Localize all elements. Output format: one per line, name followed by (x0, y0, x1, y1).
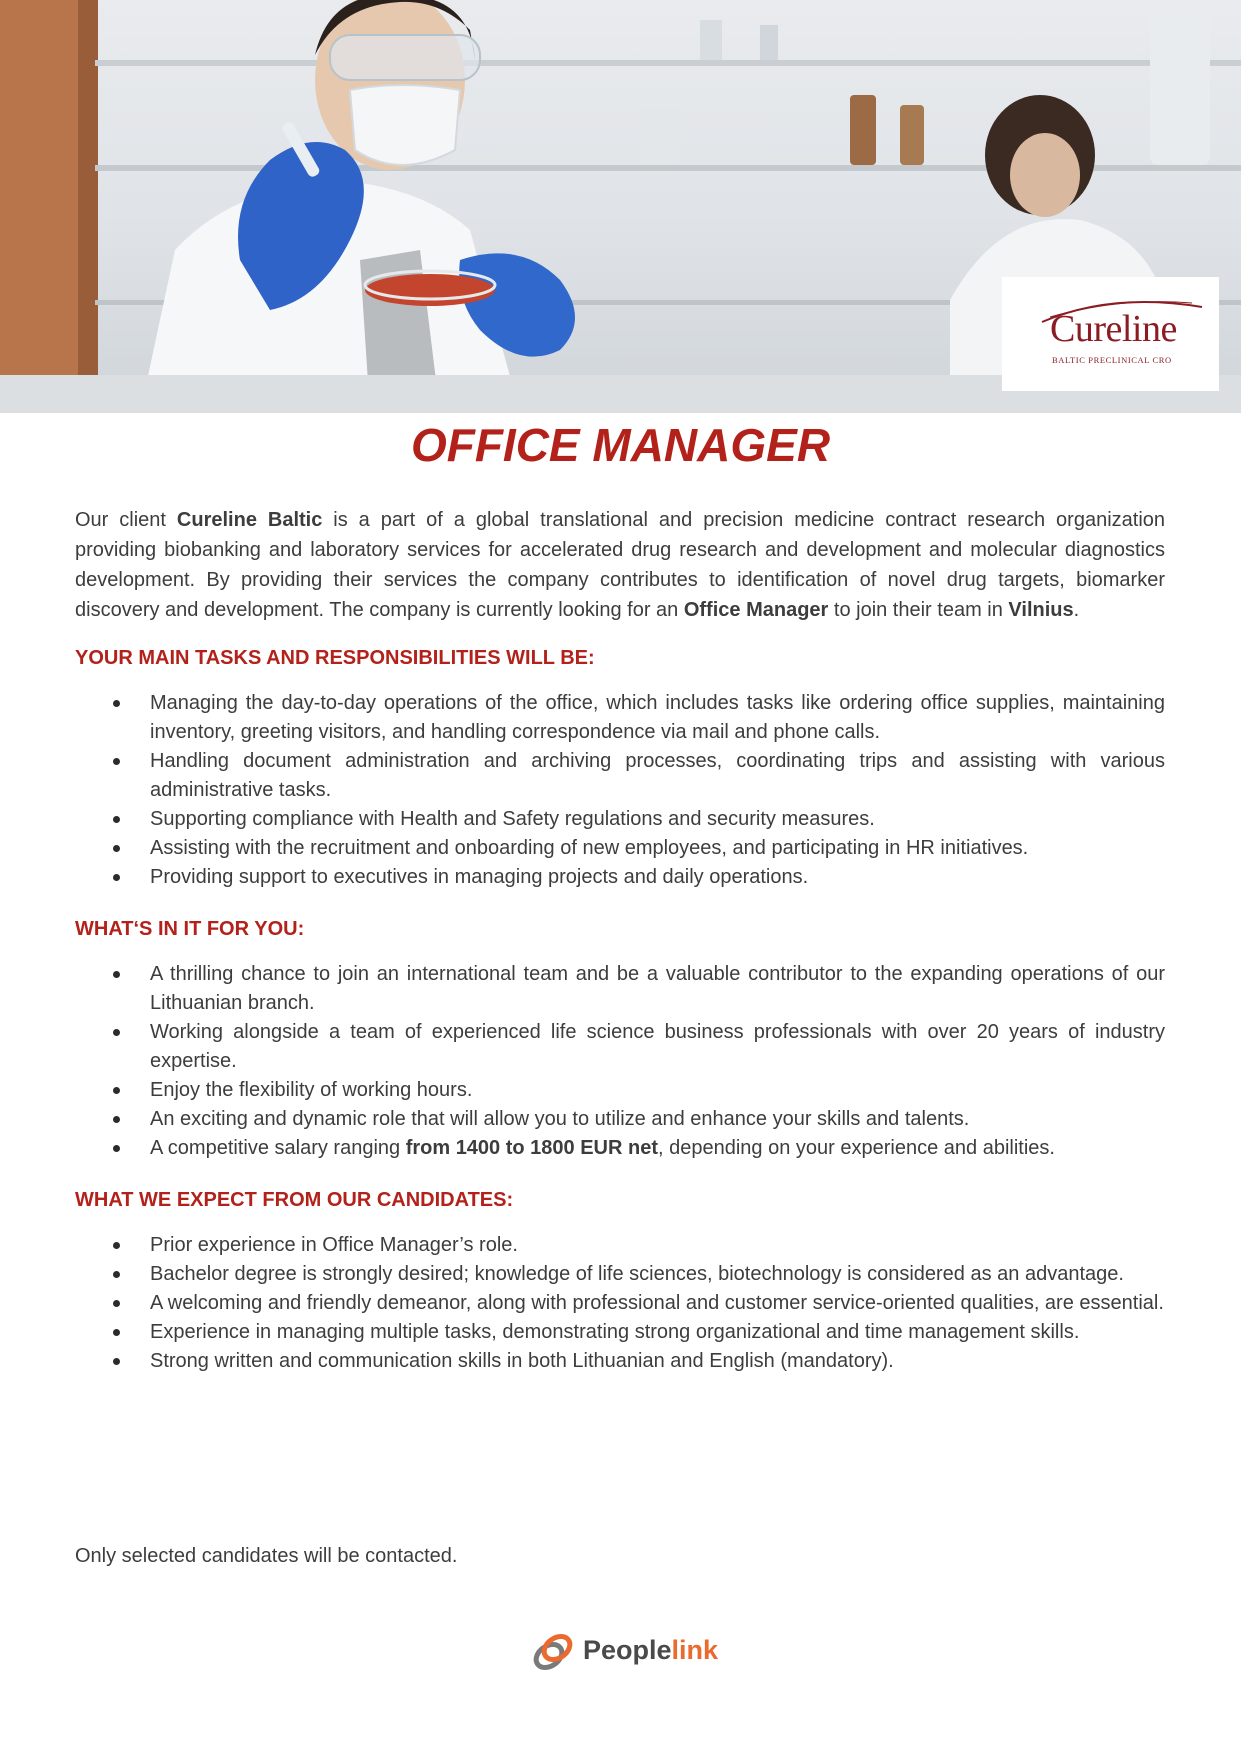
list-item-text: A welcoming and friendly demeanor, along with professional and customer service-oriented qualities, are essential. (150, 1292, 1164, 1314)
list-item (75, 1231, 1165, 1260)
expect-heading: WHAT WE EXPECT FROM OUR CANDIDATES: (75, 1189, 514, 1211)
city-name: Vilnius (1008, 599, 1074, 621)
bullet-icon (113, 1300, 120, 1307)
bullet-icon (113, 1029, 120, 1036)
peoplelink-wordmark (583, 1635, 718, 1666)
list-item-text: Supporting compliance with Health and Safety regulations and security measures. (150, 808, 875, 830)
company-name: Cureline Baltic (176, 509, 323, 531)
list-item (75, 1105, 1165, 1134)
bullet-icon (113, 1242, 120, 1249)
bullet-icon (113, 1145, 120, 1152)
salary-text-post: , depending on your experience and abilities. (658, 1137, 1055, 1159)
cureline-logo (1002, 277, 1219, 391)
intro-text-4: . (1073, 599, 1080, 621)
list-item (75, 689, 1165, 747)
logo-name: Cureline (1050, 308, 1177, 350)
list-item-text: Working alongside a team of experienced life science business professionals with over 20 years of industry expertise. (150, 1021, 1165, 1072)
list-item (75, 960, 1165, 1018)
list-item (75, 747, 1165, 805)
bullet-icon (113, 971, 120, 978)
intro-text-3: to join their team in (828, 599, 1009, 621)
offer-list (75, 960, 1165, 1163)
list-item-text: An exciting and dynamic role that will allow you to utilize and enhance your skills and talents. (150, 1108, 970, 1130)
bullet-icon (113, 1329, 120, 1336)
list-item-text: A thrilling chance to join an international team and be a valuable contributor to the expanding operations of our Lithuanian branch. (150, 963, 1165, 1014)
list-item-text: Providing support to executives in managing projects and daily operations. (150, 866, 809, 888)
list-item (75, 1076, 1165, 1105)
peoplelink-logo (525, 1628, 725, 1678)
job-description (75, 505, 1165, 1376)
salary-text-pre: A competitive salary ranging (150, 1137, 406, 1159)
list-item-text: Bachelor degree is strongly desired; knowledge of life sciences, biotechnology is considered as an advantage. (150, 1263, 1124, 1285)
list-item-text: Prior experience in Office Manager’s role. (150, 1234, 518, 1256)
peoplelink-mark-icon (525, 1628, 581, 1678)
bullet-icon (113, 758, 120, 765)
list-item (75, 1018, 1165, 1076)
list-item-text: Handling document administration and archiving processes, coordinating trips and assisting with various administrative tasks. (150, 750, 1165, 801)
bullet-icon (113, 1358, 120, 1365)
list-item-text: Assisting with the recruitment and onboarding of new employees, and participating in HR initiatives. (150, 837, 1029, 859)
list-item (75, 1318, 1165, 1347)
logo-subtitle: BALTIC PRECLINICAL CRO (1052, 355, 1172, 365)
list-item-text: Strong written and communication skills in both Lithuanian and English (mandatory). (150, 1350, 894, 1372)
list-item (75, 805, 1165, 834)
list-item-text: Managing the day-to-day operations of the office, which includes tasks like ordering office supplies, maintaining inventory, greeting visitors, and handling correspondence via mail and phone calls. (150, 692, 1165, 743)
bullet-icon (113, 816, 120, 823)
brand-main: People (583, 1635, 672, 1665)
list-item-text: Enjoy the flexibility of working hours. (150, 1079, 473, 1101)
list-item-salary (75, 1134, 1165, 1163)
bullet-icon (113, 700, 120, 707)
brand-accent: link (671, 1635, 719, 1665)
list-item-text: Experience in managing multiple tasks, demonstrating strong organizational and time management skills. (150, 1321, 1080, 1343)
bullet-icon (113, 874, 120, 881)
salary-range: from 1400 to 1800 EUR net (405, 1137, 659, 1159)
bullet-icon (113, 845, 120, 852)
list-item (75, 1347, 1165, 1376)
expect-list (75, 1231, 1165, 1376)
list-item (75, 1289, 1165, 1318)
hero-image (0, 0, 1241, 413)
tasks-list (75, 689, 1165, 892)
offer-heading: WHAT‘S IN IT FOR YOU: (75, 918, 305, 940)
list-item (75, 834, 1165, 863)
bullet-icon (113, 1116, 120, 1123)
tasks-heading: YOUR MAIN TASKS AND RESPONSIBILITIES WILL BE: (75, 647, 595, 669)
closing-note: Only selected candidates will be contacted. (75, 1545, 458, 1567)
bullet-icon (113, 1271, 120, 1278)
list-item (75, 1260, 1165, 1289)
page-title: OFFICE MANAGER (410, 419, 831, 471)
intro-paragraph (75, 505, 1165, 625)
intro-text-1: Our client (75, 509, 177, 531)
role-name: Office Manager (683, 599, 829, 621)
intro-text-2: is a part of a global translational and precision medicine contract research organization providing biobanking and laboratory services for accelerated drug research and development and molecular diagnostics development. By providing their services the company contributes to identification of novel drug targets, biomarker discovery and development. The company is currently looking for an (75, 509, 1166, 621)
bullet-icon (113, 1087, 120, 1094)
list-item (75, 863, 1165, 892)
